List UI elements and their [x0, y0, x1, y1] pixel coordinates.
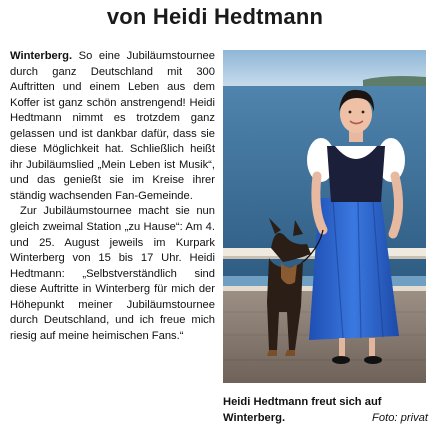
caption-text: Heidi Hedtmann freut sich auf Winterberg. [223, 396, 382, 424]
photo-credit: Foto: privat [372, 411, 428, 424]
paragraph-1-text: So eine Jubiläumstournee durch ganz Deutschland mit 300 Auftritten und einem Leben aus dem Koffer ist ganz schön anstrengend! Heidi Hedtmann nimmt es trotzdem ganz gelassen und ist dankbar dafür, dass sie diese Möglichkeit hat. Schließlich heißt ihr Jubiläumslied „Mein Leben ist Musik“, und das genießt sie im Kreise ihrer ständig wachsenden Fan-Gemeinde. [10, 50, 215, 202]
photo-caption [223, 395, 428, 426]
article-dateline: Winterberg. [10, 50, 73, 62]
article-headline: von Heidi Hedtmann [106, 4, 324, 29]
article-paragraph-1 [10, 49, 215, 204]
article-paragraph-2: Zur Jubiläumstournee macht sie nun gleich zweimal Station „zu Hause“: Am 4. und 25. August jeweils im Kurpark Winterberg von 15 bis 17 Uhr. Heidi Hedtmann: „Selbstverständlich sind diese Auftritte in Winterberg für mich der Höhepunkt meiner Jubiläumstournee durch Deutschland, und ich freue mich riesig auf meine heimischen Fans.“ [10, 205, 215, 342]
article-body [10, 49, 215, 344]
photo-illustration [223, 50, 426, 383]
article-photo [223, 50, 426, 383]
